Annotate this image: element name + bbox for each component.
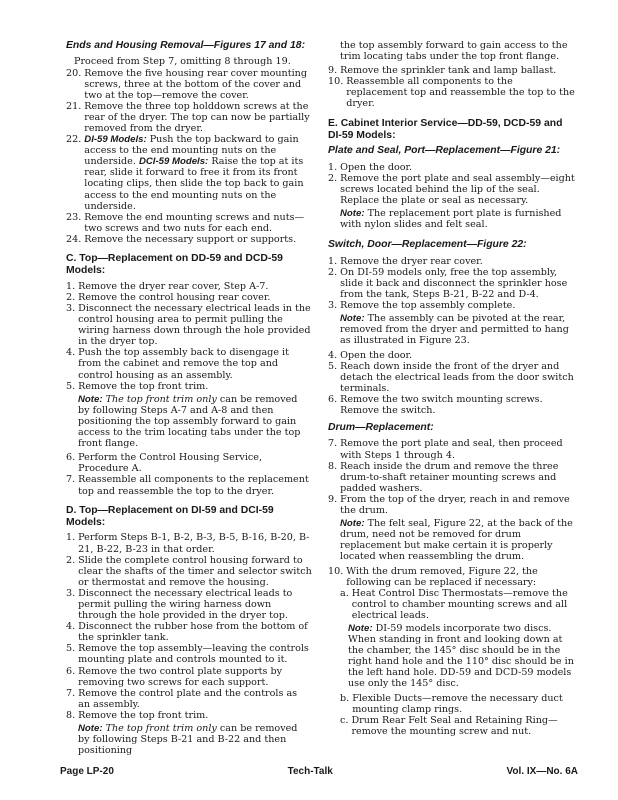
step-number: 4. [328, 349, 338, 361]
step-number: 3. [66, 587, 76, 599]
list-item [66, 347, 312, 380]
step-text: Remove the five housing rear cover mounting screws, three at the bottom of the cover and two at the top—remove the cover. [84, 67, 307, 101]
list-item [66, 281, 312, 292]
volume-issue: Vol. IX—No. 6A [506, 766, 578, 777]
step-text: Reassemble all components to the replacement top and reassemble the top to the dryer. [78, 474, 309, 497]
sub-item-letter: c. [340, 714, 349, 726]
step-number: 20. [66, 67, 82, 79]
step-text: Reach down inside the front of the dryer and detach the electrical leads from the door switch terminals. [340, 360, 574, 394]
step-text: Remove the two switch mounting screws. Remove the switch. [340, 393, 543, 416]
step-text: Push the top assembly back to disengage it from the cabinet and remove the top and control housing as an assembly. [78, 347, 289, 381]
step-number: 21. [66, 100, 82, 112]
step-text: Reach inside the drum and remove the three drum-to-shaft retainer mounting screws and padded washers. [340, 460, 559, 494]
list-item [66, 134, 312, 212]
step-number: 7. [328, 438, 338, 450]
note-text: can be removed by following Steps A-7 and A-8 and then positioning the top assembly forward to gain access to the trim locating tabs under the top front flange. [78, 393, 301, 450]
step-text: Remove the port plate and seal, then proceed with Steps 1 through 4. [340, 438, 563, 461]
list-item [66, 212, 312, 234]
list-item [66, 68, 312, 101]
step-number: 10. [328, 565, 344, 577]
step-text: Perform the Control Housing Service, Procedure A. [78, 452, 263, 475]
sub-item-letter: a. [340, 587, 349, 599]
sub-item-text: Heat Control Disc Thermostats—remove the control to chamber mounting screws and all electrical leads. [351, 587, 568, 621]
step-number: 2. [328, 172, 338, 184]
sub-item-text: Flexible Ducts—remove the necessary duct mounting clamp rings. [352, 692, 563, 715]
step-number: 2. [66, 291, 76, 303]
list-item [66, 381, 312, 392]
step-text: Remove the port plate and seal assembly—eight screws located behind the lip of the seal. Replace the plate or seal as necessary. [340, 172, 575, 207]
list-item [66, 234, 312, 245]
step-text: Perform Steps B-1, B-2, B-3, B-5, B-16, B-20, B-21, B-22, B-23 in that order. [78, 532, 310, 555]
note-text: The replacement port plate is furnished with nylon slides and felt seal. [340, 208, 562, 231]
list-item [328, 173, 576, 206]
note-emphasis: The top front trim only [105, 723, 217, 734]
step-text: Disconnect the necessary electrical leads to permit pulling the wiring harness down through the hole provided in the dryer top. [78, 587, 293, 622]
list-item [66, 452, 312, 474]
list-item [328, 256, 576, 267]
drum-steps [328, 438, 576, 516]
switch-steps [328, 256, 576, 311]
step-number: 9. [328, 65, 338, 77]
d-steps-continued [328, 65, 576, 109]
note-text: The assembly can be pivoted at the rear, removed from the dryer and permitted to hang as illustrated in Figure 23. [340, 313, 569, 347]
note-label: Note: [78, 393, 103, 405]
note-label: Note: [340, 313, 365, 325]
subsection-title-switch: Switch, Door—Replacement—Figure 22: [328, 239, 527, 251]
note-text: The felt seal, Figure 22, at the back of the drum, need not be removed for drum replacement but make certain it is properly located when reassembling the drum. [340, 518, 573, 563]
step-text: Remove the end mounting screws and nuts—two screws and two nuts for each end. [84, 211, 305, 234]
step-text: Remove the control plate and the controls as an assembly. [78, 687, 298, 710]
step-number: 1. [66, 280, 76, 292]
step-number: 23. [66, 211, 82, 223]
list-item [328, 76, 576, 109]
list-item [66, 710, 312, 721]
list-item [328, 300, 576, 311]
step-number: 6. [66, 452, 76, 464]
note [78, 394, 312, 449]
step-text: Disconnect the rubber hose from the bottom of the sprinkler tank. [78, 621, 308, 644]
sub-item [340, 715, 576, 737]
note-label: Note: [78, 723, 103, 734]
step-text: Remove the dryer rear cover. [340, 255, 483, 267]
step-number: 2. [328, 266, 338, 278]
step-text: From the top of the dryer, reach in and remove the drum. [340, 493, 570, 517]
list-item [328, 494, 576, 516]
list-item [66, 643, 312, 665]
note [340, 313, 576, 346]
list-item [328, 461, 576, 494]
step-text: With the drum removed, Figure 22, the following can be replaced if necessary: [346, 565, 538, 588]
list-item [328, 361, 576, 394]
step-number: 5. [66, 643, 76, 655]
step-number: 5. [66, 380, 76, 392]
step-text: Remove the three top holddown screws at the rear of the dryer. The top can now be partially removed from the dryer. [84, 100, 310, 134]
models-text: Raise the top at its rear, slide it forward to free it from its front locating clips, then slide the top back to gain access to the end mounting nuts on the underside. [84, 156, 304, 212]
sub-item-letter: b. [340, 692, 350, 704]
list-item [66, 474, 312, 496]
section-title-ends: Ends and Housing Removal—Figures 17 and 18: [66, 40, 306, 51]
list-item [328, 394, 576, 416]
models-text: Push the top backward to gain access to the end mounting nuts on the underside. [84, 134, 299, 168]
step-number: 1. [328, 255, 338, 267]
section-title-e: E. Cabinet Interior Service—DD-59, DCD-59 and DI-59 Models: [328, 117, 563, 141]
step-number: 7. [66, 687, 76, 699]
note-emphasis: The top front trim only [105, 393, 217, 405]
step-number: 3. [328, 300, 338, 312]
c-steps [66, 281, 312, 392]
step-number: 22. [66, 134, 82, 146]
note-label: Note: [348, 622, 373, 634]
step-text: Remove the top assembly—leaving the controls mounting plate and controls mounted to it. [78, 643, 309, 666]
list-item [66, 588, 312, 621]
step-text: Remove the sprinkler tank and lamp ballast. [340, 65, 557, 77]
step-text [84, 134, 312, 212]
step-text: Open the door. [340, 349, 413, 361]
step-text: Remove the necessary support or supports. [84, 233, 297, 245]
section-title-c: C. Top—Replacement on DD-59 and DCD-59 Models: [66, 253, 283, 277]
sub-item-text: Drum Rear Felt Seal and Retaining Ring—remove the mounting screw and nut. [351, 714, 558, 737]
note [340, 518, 576, 562]
note [340, 208, 576, 230]
step-text: Open the door. [340, 161, 413, 173]
step-number: 8. [66, 709, 76, 721]
list-item [328, 65, 576, 76]
list-item [328, 267, 576, 300]
step-text: Remove the dryer rear cover, Step A-7. [78, 280, 269, 292]
subsection-title-plate: Plate and Seal, Port—Replacement—Figure 21: [328, 145, 561, 157]
note [348, 623, 576, 690]
list-item [66, 303, 312, 347]
section-title-d: D. Top—Replacement on DI-59 and DCI-59 Models: [66, 504, 274, 528]
note-label: Note: [340, 208, 365, 220]
ends-intro: Proceed from Step 7, omitting 8 through 19. [74, 56, 291, 68]
list-item [66, 555, 312, 588]
step-number: 24. [66, 233, 82, 245]
step-number: 1. [66, 532, 76, 544]
note-text: DI-59 models incorporate two discs. When standing in front and looking down at the chamber, the 145° disc should be in the right hand hole and the 110° disc should be in the left hand hole. DD-59 and DCD-59 models use only the 145° disc. [348, 622, 574, 690]
switch-steps-continued [328, 350, 576, 417]
page-footer [60, 766, 578, 777]
list-item [328, 350, 576, 361]
step-number: 5. [328, 360, 338, 372]
list-item [66, 532, 312, 554]
list-item [66, 666, 312, 688]
list-item [328, 162, 576, 173]
list-item [328, 438, 576, 460]
step-number: 6. [328, 393, 338, 405]
list-item [328, 566, 576, 588]
step-text: Reassemble all components to the replacement top and reassemble the top to the dryer. [346, 76, 575, 110]
step-number: 9. [328, 493, 338, 505]
ends-steps [66, 68, 312, 246]
step-number: 6. [66, 665, 76, 677]
step-text: Disconnect the necessary electrical leads in the control housing area to permit pulling the wiring harness down through the hole provided in the dryer top. [78, 303, 311, 348]
list-item [66, 688, 312, 710]
d-steps [66, 532, 312, 721]
list-item [66, 101, 312, 134]
drum-steps-continued [328, 566, 576, 588]
step-text: On DI-59 models only, free the top assembly, slide it back and disconnect the sprinkler hose from the tank, Steps B-21, B-22 and D-4. [340, 266, 568, 301]
step-text: Remove the top assembly complete. [340, 300, 516, 312]
publication-name: Tech-Talk [287, 766, 333, 777]
step-number: 4. [66, 347, 76, 359]
sub-item [340, 588, 576, 621]
note-label: Note: [340, 518, 365, 530]
step-text: Slide the complete control housing forward to clear the shafts of the timer and selector switch or thermostat and remove the housing. [78, 554, 312, 588]
step-text: Remove the top front trim. [78, 709, 209, 721]
sub-item [340, 693, 576, 715]
right-column [328, 40, 576, 737]
note [78, 723, 312, 756]
list-item [66, 292, 312, 303]
step-number: 3. [66, 303, 76, 314]
step-text: Remove the control housing rear cover. [78, 291, 271, 303]
models-label: DI-59 Models: [84, 134, 147, 146]
step-number: 10. [328, 76, 344, 88]
list-item [66, 621, 312, 643]
note-text: can be removed by following Steps B-21 and B-22 and then positioning [78, 723, 298, 757]
page-number: Page LP-20 [60, 766, 114, 777]
step-number: 2. [66, 554, 76, 566]
step-text: Remove the top front trim. [78, 380, 209, 392]
models-label: DCI-59 Models: [138, 156, 209, 168]
step-number: 4. [66, 621, 76, 633]
plate-steps [328, 162, 576, 206]
step-text: Remove the two control plate supports by removing two screws for each support. [78, 665, 283, 688]
c-steps-continued [66, 452, 312, 496]
left-column [66, 40, 312, 759]
note-continuation: the top assembly forward to gain access to the trim locating tabs under the top front flange. [340, 40, 568, 63]
subsection-title-drum: Drum—Replacement: [328, 422, 434, 434]
step-number: 1. [328, 161, 338, 173]
step-number: 8. [328, 460, 338, 472]
step-number: 7. [66, 474, 76, 486]
